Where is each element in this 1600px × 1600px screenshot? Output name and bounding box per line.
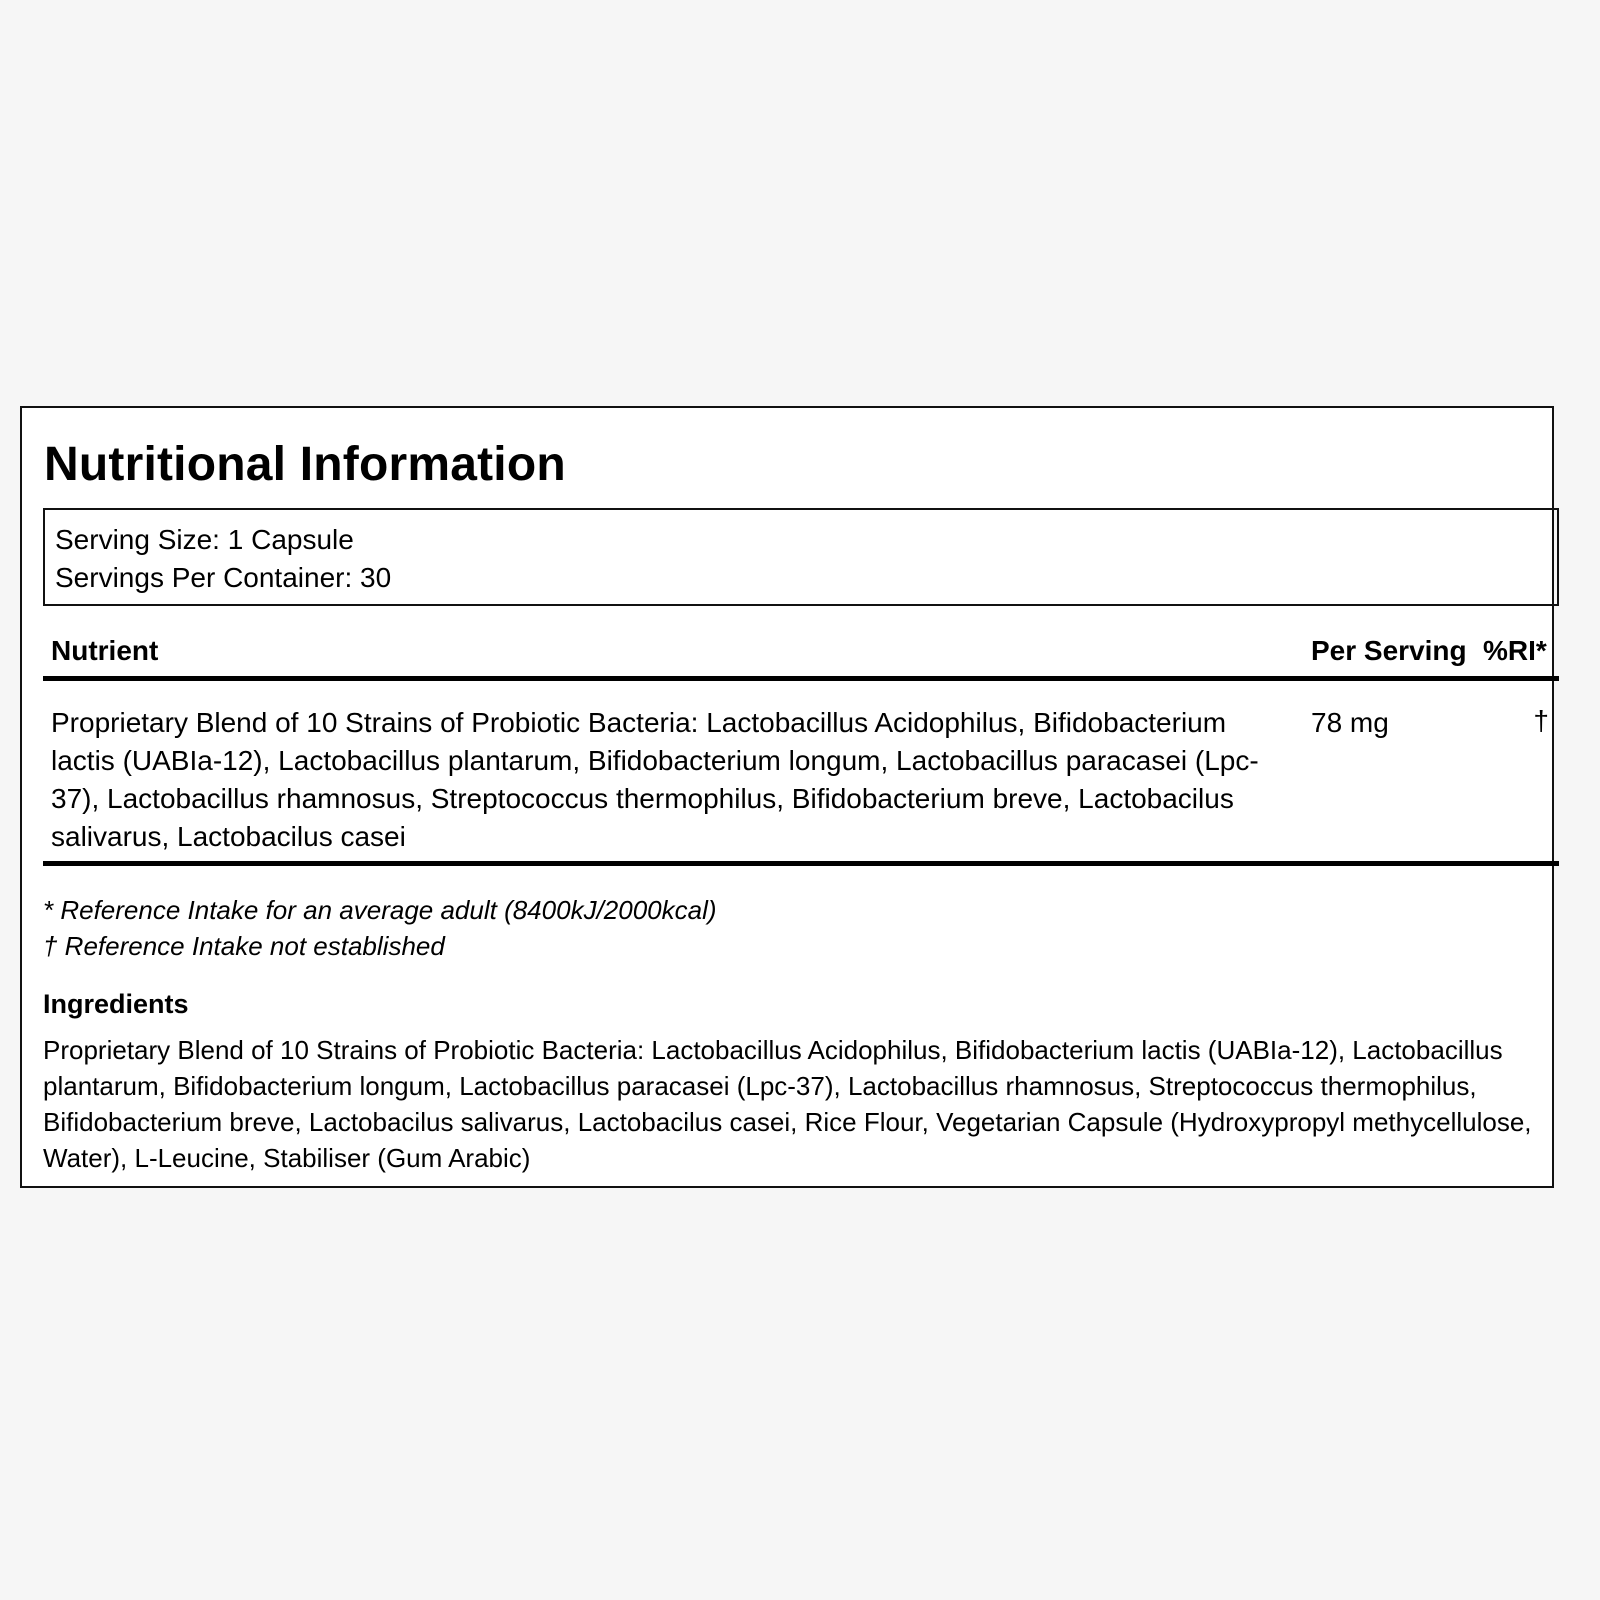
serving-info-box: [43, 508, 1559, 606]
footnote-reference-intake: * Reference Intake for an average adult (8400kJ/2000kcal): [43, 895, 717, 925]
servings-per-container: Servings Per Container: 30: [55, 562, 392, 593]
column-header-ri: %RI*: [1483, 635, 1547, 666]
ingredients-text: Proprietary Blend of 10 Strains of Probiotic Bacteria: Lactobacillus Acidophilus, Bifidobacterium lactis (UABIa-12), Lactobacillus plantarum, Bifidobacterium longum, Lactobacillus paracasei (Lpc-37), Lactobacillus rhamnosus, Streptococcus thermophilus, Bifidobacterium breve, Lactobacilus salivarus, Lactobacilus casei, Rice Flour, Vegetarian Capsule (Hydroxypropyl methycellulose, Water), L-Leucine, Stabiliser (Gum Arabic): [43, 1035, 1532, 1173]
page-title: Nutritional Information: [44, 438, 566, 491]
column-header-nutrient: Nutrient: [51, 635, 159, 666]
footnotes: [43, 892, 717, 964]
ri-cell: †: [1533, 705, 1549, 736]
table-bottom-divider: [43, 861, 1559, 866]
column-header-per-serving: Per Serving: [1311, 635, 1467, 666]
header-divider: [43, 676, 1559, 681]
serving-size: Serving Size: 1 Capsule: [55, 524, 354, 555]
per-serving-cell: 78 mg: [1311, 707, 1389, 738]
nutrient-name-cell: Proprietary Blend of 10 Strains of Probiotic Bacteria: Lactobacillus Acidophilus, Bifidobacterium lactis (UABIa-12), Lactobacillus plantarum, Bifidobacterium longum, Lactobacillus paracasei (Lpc-37), Lactobacillus rhamnosus, Streptococcus thermophilus, Bifidobacterium breve, Lactobacilus salivarus, Lactobacilus casei: [51, 707, 1259, 852]
ingredients-heading: Ingredients: [43, 989, 189, 1019]
nutrition-label-panel: [20, 406, 1554, 1188]
footnote-not-established: † Reference Intake not established: [43, 931, 445, 961]
